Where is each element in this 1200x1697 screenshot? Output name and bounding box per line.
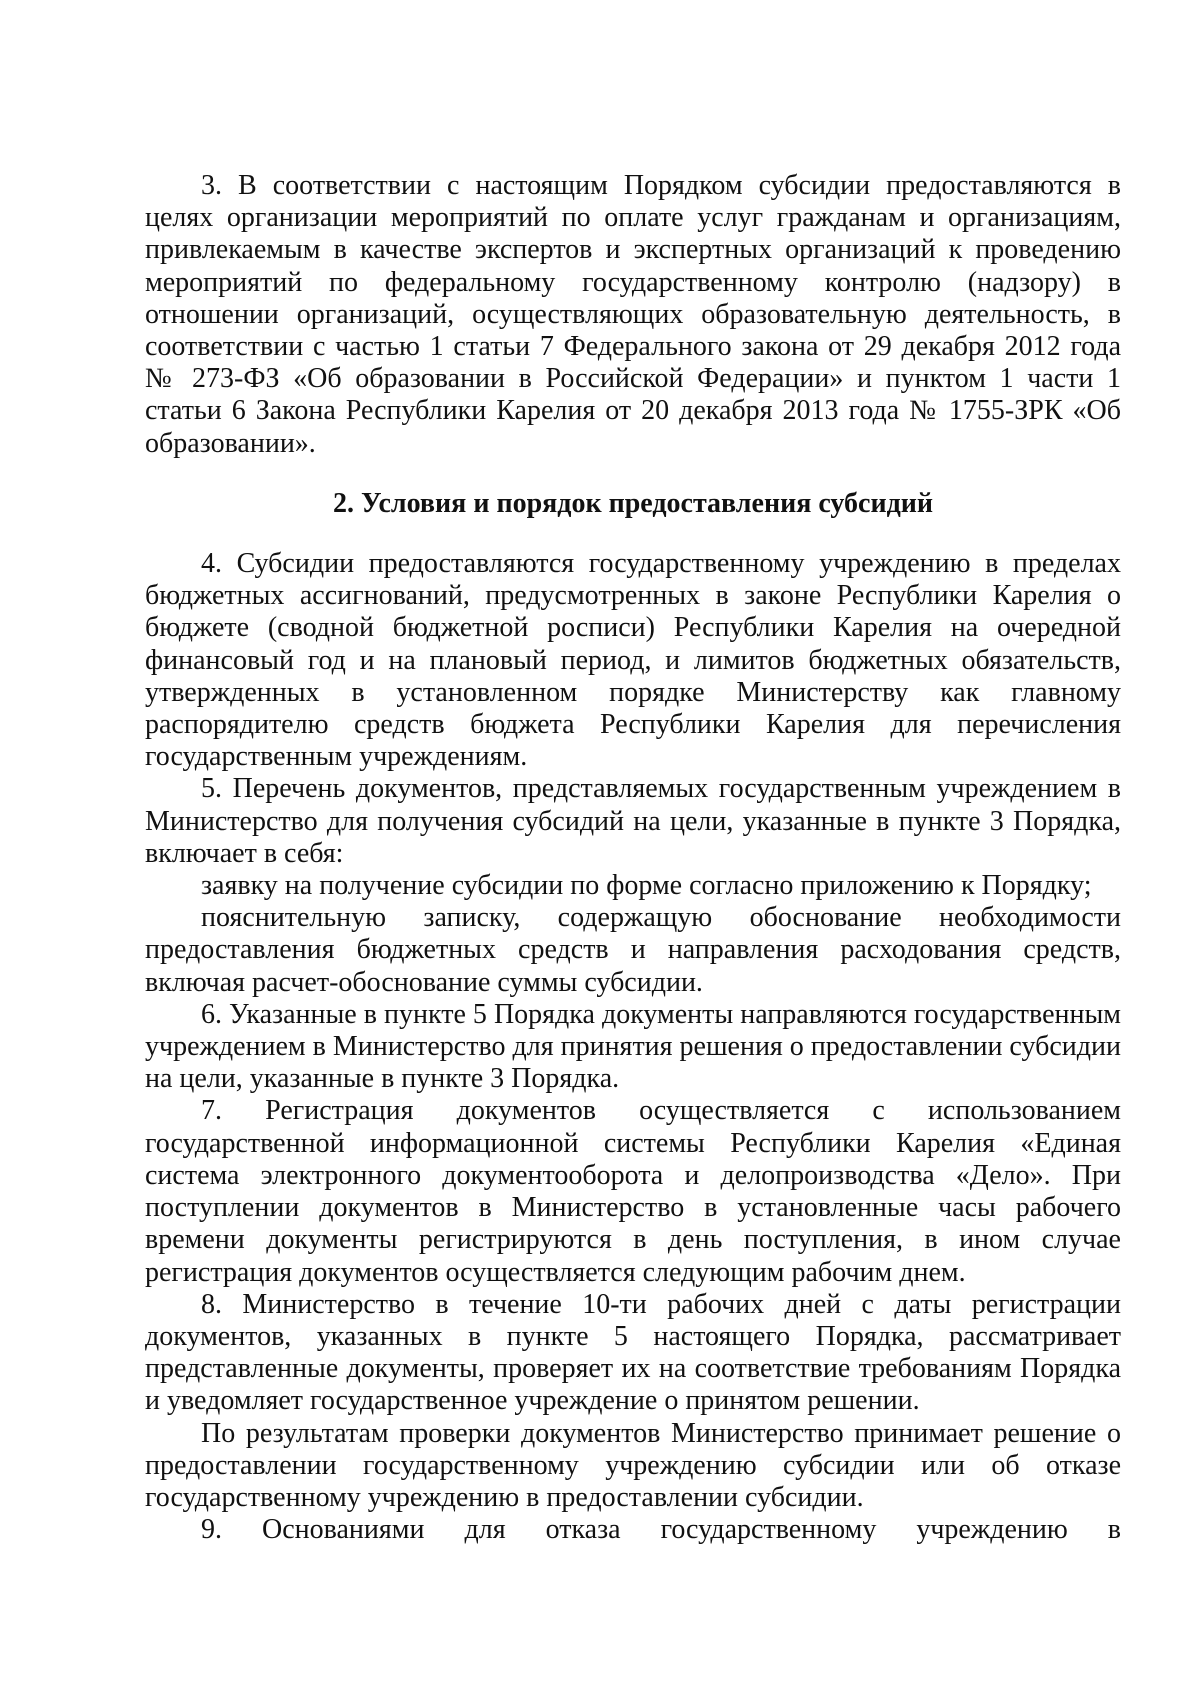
paragraph-5-item-1: заявку на получение субсидии по форме согласно приложению к Порядку; [201,870,1092,902]
section-heading: 2. Условия и порядок предоставления субсидий [332,487,934,519]
paragraph-8-result: По результатам проверки документов Министерство принимает решение о предоставлении государственному учреждению субсидии или об отказе государственному учреждению в предоставлении субсидии. [145,1417,1121,1513]
paragraph-3: 3. В соответствии с настоящим Порядком субсидии предоставляются в целях организации мероприятий по оплате услуг гражданам и организациям, привлекаемым в качестве экспертов и экспертных организаций к проведению мероприятий по федеральному государственному контролю (надзору) в отношении организаций, осуществляющих образовательную деятельность, в соответствии с частью 1 статьи 7 Федерального закона от 29 декабря 2012 года № 273-ФЗ «Об образовании в Российской Федерации» и пунктом 1 части 1 статьи 6 Закона Республики Карелия от 20 декабря 2013 года № 1755-ЗРК «Об образовании». [145,170,1121,459]
paragraph-4: 4. Субсидии предоставляются государственному учреждению в пределах бюджетных ассигнований, предусмотренных в законе Республики Карелия о бюджете (сводной бюджетной росписи) Республики Карелия на очередной финансовый год и на плановый период, и лимитов бюджетных обязательств, утвержденных в установленном порядке Министерству как главному распорядителю средств бюджета Республики Карелия для перечисления государственным учреждениям. [145,548,1121,773]
document-page [145,170,1121,1546]
paragraph-7: 7. Регистрация документов осуществляется с использованием государственной информационной системы Республики Карелия «Единая система электронного документооборота и делопроизводства «Дело». При поступлении документов в Министерство в установленные часы рабочего времени документы регистрируются в день поступления, в ином случае регистрация документов осуществляется следующим рабочим днем. [145,1095,1121,1288]
paragraph-6: 6. Указанные в пункте 5 Порядка документы направляются государственным учреждением в Министерство для принятия решения о предоставлении субсидии на цели, указанные в пункте 3 Порядка. [145,998,1121,1095]
paragraph-9-start: 9. Основаниями для отказа государственному учреждению в [201,1514,1121,1546]
paragraph-5: 5. Перечень документов, представляемых государственным учреждением в Министерство для получения субсидий на цели, указанные в пункте 3 Порядка, включает в себя: [145,773,1121,869]
paragraph-8: 8. Министерство в течение 10-ти рабочих дней с даты регистрации документов, указанных в пункте 5 настоящего Порядка, рассматривает представленные документы, проверяет их на соответствие требованиям Порядка и уведомляет государственное учреждение о принятом решении. [145,1288,1121,1417]
paragraph-5-item-2: пояснительную записку, содержащую обоснование необходимости предоставления бюджетных средств и направления расходования средств, включая расчет-обоснование суммы субсидии. [145,902,1121,998]
